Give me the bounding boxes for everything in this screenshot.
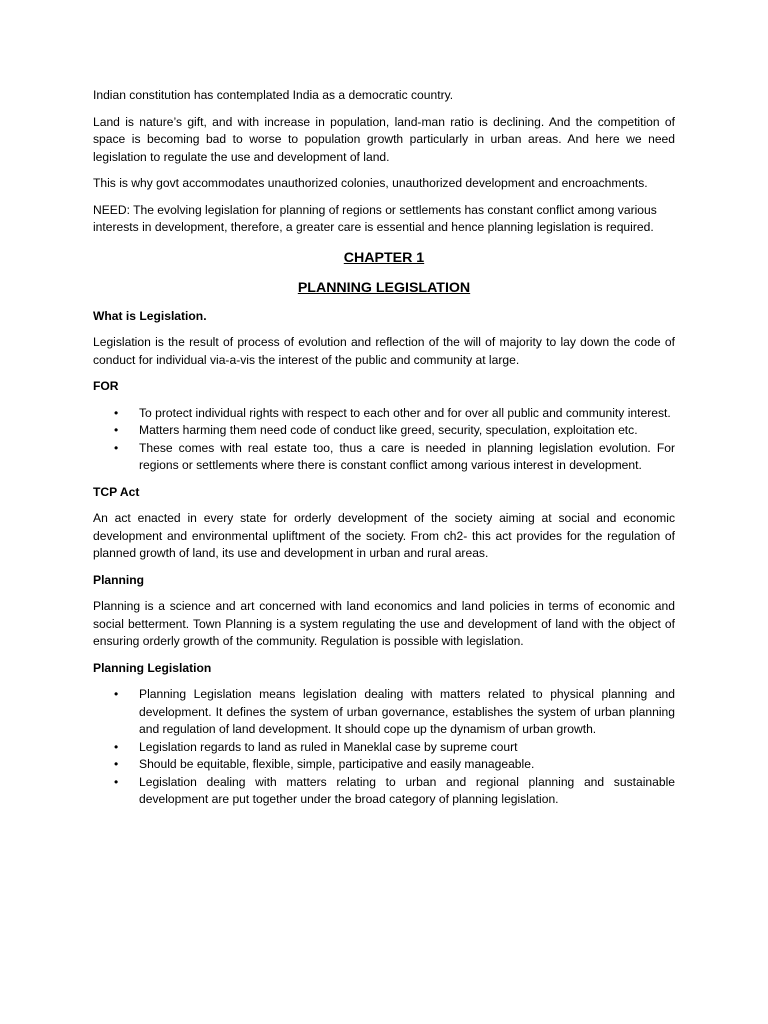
- list-item-text: Legislation regards to land as ruled in Maneklal case by supreme court: [139, 739, 518, 754]
- bullet-icon: •: [114, 687, 119, 701]
- list-item: [93, 422, 675, 440]
- list-item-text: To protect individual rights with respect to each other and for over all public and community interest.: [139, 405, 671, 420]
- list-item-text: Legislation dealing with matters relating to urban and regional planning and sustainable development are put together under the broad category of planning legislation.: [139, 774, 675, 806]
- intro-paragraph-3: This is why govt accommodates unauthorized colonies, unauthorized development and encroachments.: [93, 176, 648, 190]
- list-item-text: Matters harming them need code of conduct like greed, security, speculation, exploitation etc.: [139, 423, 638, 437]
- intro-paragraph-1: Indian constitution has contemplated India as a democratic country.: [93, 88, 454, 102]
- list-item: [93, 440, 675, 475]
- planning-legislation-heading: Planning Legislation: [93, 660, 212, 675]
- tcp-act-heading: TCP Act: [93, 484, 140, 499]
- bullet-icon: •: [114, 774, 119, 789]
- bullet-icon: •: [114, 405, 119, 420]
- bullet-icon: •: [114, 739, 119, 754]
- for-list: [93, 405, 675, 475]
- for-heading: FOR: [93, 379, 119, 393]
- intro-paragraph-2: Land is nature’s gift, and with increase in population, land-man ratio is declining. And the competition of space is becoming bad to worse to population growth particularly in urban areas. And here we need legislation to regulate the use and development of land.: [93, 114, 675, 164]
- bullet-icon: •: [114, 440, 119, 455]
- bullet-icon: •: [114, 757, 119, 771]
- what-is-legislation-text: Legislation is the result of process of evolution and reflection of the will of majority to lay down the code of conduct for individual via-a-vis the interest of the public and community at large.: [93, 335, 675, 367]
- what-is-legislation-heading: What is Legislation.: [93, 308, 207, 323]
- bullet-icon: •: [114, 423, 119, 437]
- planning-heading: Planning: [93, 572, 145, 587]
- list-item: [93, 686, 675, 739]
- planning-legislation-list: [93, 686, 675, 809]
- list-item: [93, 756, 675, 774]
- list-item: [93, 739, 675, 757]
- tcp-act-text: An act enacted in every state for orderly development of the society aiming at social and economic development and environmental upliftment of the society. From ch2- this act provides for the regulation of planned growth of land, its use and development in urban and rural areas.: [93, 511, 675, 560]
- list-item-text: Planning Legislation means legislation dealing with matters related to physical planning and development. It defines the system of urban governance, establishes the system of urban planning and regulation of land development. It should cope up the dynamism of urban growth.: [139, 687, 675, 736]
- list-item: [93, 774, 675, 809]
- list-item: [93, 405, 675, 423]
- intro-paragraph-need: NEED: The evolving legislation for planning of regions or settlements has constant conflict among various interests in development, therefore, a greater care is essential and hence planning legislation is required.: [93, 202, 657, 234]
- chapter-title: PLANNING LEGISLATION: [297, 279, 471, 296]
- planning-text: Planning is a science and art concerned with land economics and land policies in terms of economic and social betterment. Town Planning is a system regulating the use and development of land with the object of ensuring orderly growth of the community. Regulation is possible with legislation.: [93, 599, 675, 648]
- list-item-text: Should be equitable, flexible, simple, participative and easily manageable.: [139, 757, 535, 771]
- list-item-text: These comes with real estate too, thus a care is needed in planning legislation evolution. For regions or settlements where there is constant conflict among various interest in development.: [139, 440, 675, 472]
- chapter-number: CHAPTER 1: [343, 249, 425, 266]
